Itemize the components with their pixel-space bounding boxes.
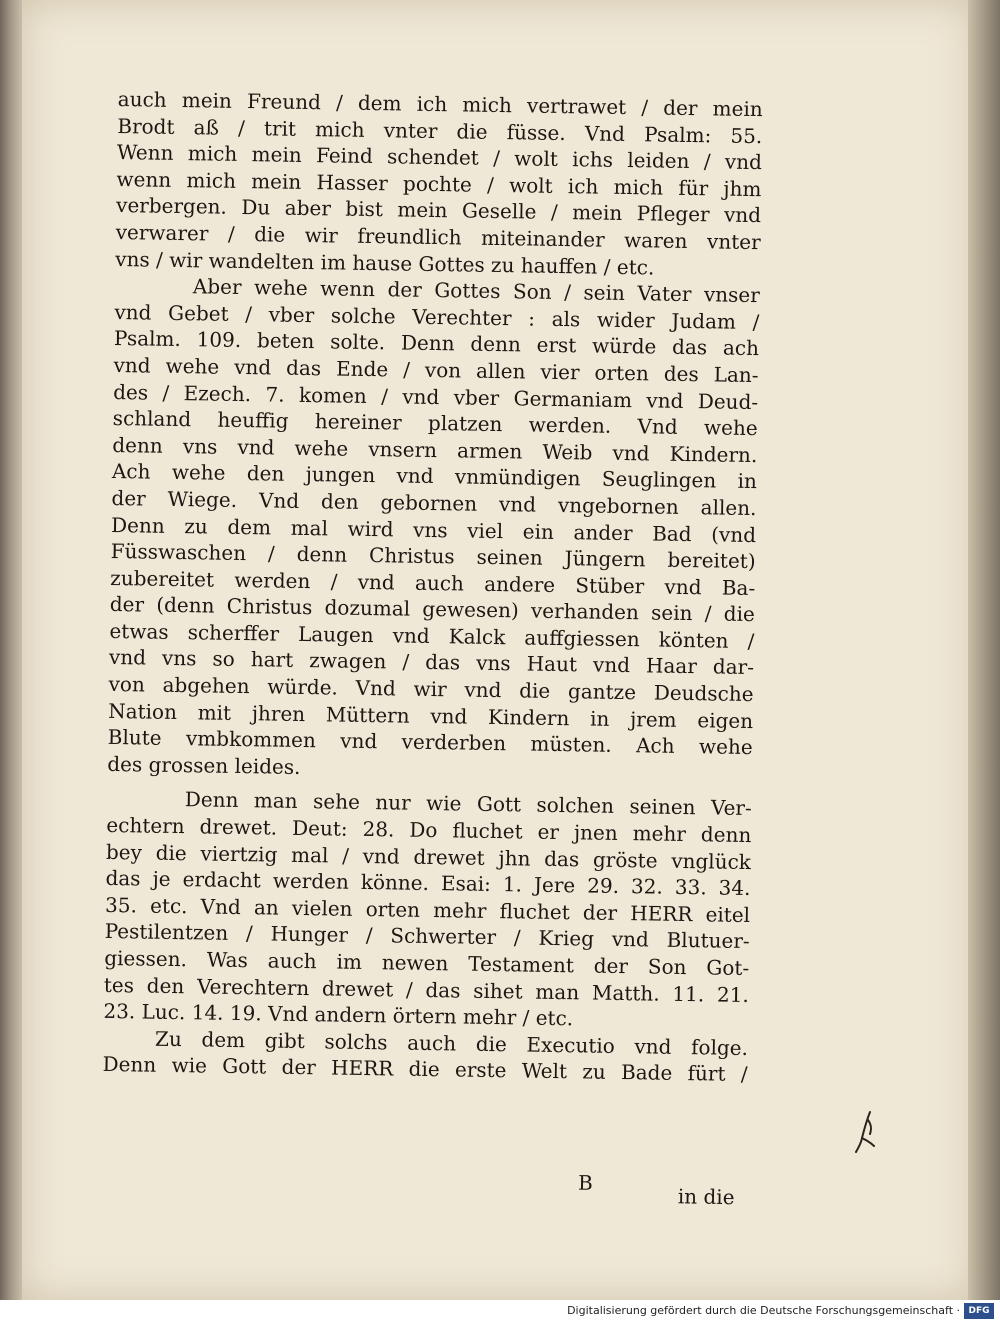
text-line: Psalm. 109. beten solte. Denn denn erst würde das ach (113, 326, 760, 361)
text-line: Denn wie Gott der HERR die erste Welt zu Bade fürt / (102, 1052, 748, 1087)
text-line: giessen. Was auch im newen Testament der Son Got- (104, 945, 750, 981)
text-line: Blute vmbkommen vnd verderben müsten. Ach wehe (107, 725, 753, 760)
text-line: von abgehen würde. Vnd wir vnd die gantze Deudsche (108, 671, 754, 707)
text-line: verbergen. Du aber bist mein Geselle / mein Pfleger vnd (115, 193, 762, 228)
text-line: vns / wir wandelten im hause Gottes zu hauffen / etc. (115, 246, 655, 280)
text-line: Denn zu dem mal wird vns viel ein ander Bad (vnd (110, 512, 757, 547)
text-line: Brodt aß / trit mich vnter die füsse. Vnd Psalm: 55. (117, 113, 763, 148)
text-line: wenn mich mein Hasser pochte / wolt ich mich für jhm (116, 166, 762, 201)
catchword: in die (677, 1184, 735, 1210)
signature-mark: B (577, 1170, 593, 1195)
page-fore-edge (968, 0, 1000, 1300)
text-line: der (denn Christus dozumal gewesen) verhanden sein / die (109, 592, 755, 627)
text-line: 35. etc. Vnd an vielen orten mehr fluchet der HERR eitel (104, 892, 751, 927)
text-line: Nation mit jhren Müttern vnd Kindern in jrem eigen (107, 698, 754, 733)
text-line: Pestilentzen / Hunger / Schwerter / Krieg vnd Blutuer- (104, 919, 750, 954)
text-line: schland heuffig hereiner platzen werden. Vnd wehe (112, 406, 758, 441)
text-line: zubereitet werden / vnd auch andere Stüber vnd Ba- (110, 565, 756, 600)
text-line: denn vns vnd wehe vnsern armen Weib vnd Kindern. (112, 432, 758, 467)
text-line: Wenn mich mein Feind schendet / wolt ichs leiden / vnd (116, 140, 763, 175)
text-line: Aber wehe wenn der Gottes Son / sein Vater vnser (192, 274, 760, 308)
text-line: des grossen leides. (107, 751, 301, 779)
dfg-logo-icon: DFG (964, 1303, 994, 1319)
margin-ink-mark-icon (852, 1108, 882, 1158)
page-foot-row (577, 1170, 748, 1210)
text-line: der Wiege. Vnd den gebornen vnd vngebornen allen. (111, 485, 757, 520)
text-line: Ach wehe den jungen vnd vnmündigen Seuglingen in (111, 459, 758, 494)
text-line: Denn man sehe nur wie Gott solchen seinen Ver- (184, 787, 752, 821)
text-line: echtern drewet. Deut: 28. Do fluchet er jnen mehr denn (106, 812, 752, 848)
text-line: verwarer / die wir freundlich miteinander waren vnter (115, 219, 761, 255)
digitization-footer (0, 1300, 1000, 1323)
text-line: des / Ezech. 7. komen / vnd vber Germaniam vnd Deud- (113, 379, 759, 414)
footer-credit: Digitalisierung gefördert durch die Deutsche Forschungsgemeinschaft · (567, 1304, 960, 1317)
text-line: bey die viertzig mal / vnd drewet jhn das gröste vnglück (105, 839, 752, 874)
text-line: etwas scherffer Laugen vnd Kalck auffgiessen könten / (109, 618, 755, 653)
text-line: auch mein Freund / dem ich mich vertrawet / der mein (117, 86, 763, 122)
text-line: Zu dem gibt solchs auch die Executio vnd folge. (154, 1026, 749, 1060)
text-line: vnd wehe vnd das Ende / von allen vier orten des Lan- (113, 352, 759, 388)
text-line: 23. Luc. 14. 19. Vnd andern örtern mehr / etc. (103, 999, 574, 1031)
text-line: tes den Verechtern drewet / das sihet man Matth. 11. 21. (103, 972, 749, 1007)
text-line: das je erdacht werden könne. Esai: 1. Jere 29. 32. 33. 34. (105, 866, 751, 901)
page-body-text (102, 86, 763, 1088)
text-line: vnd vns so hart zwagen / das vns Haut vnd Haar dar- (108, 645, 755, 680)
text-line: vnd Gebet / vber solche Verechter : als wider Judam / (114, 299, 760, 334)
text-line: Füsswaschen / denn Christus seinen Jüngern bereitet) (110, 539, 756, 574)
